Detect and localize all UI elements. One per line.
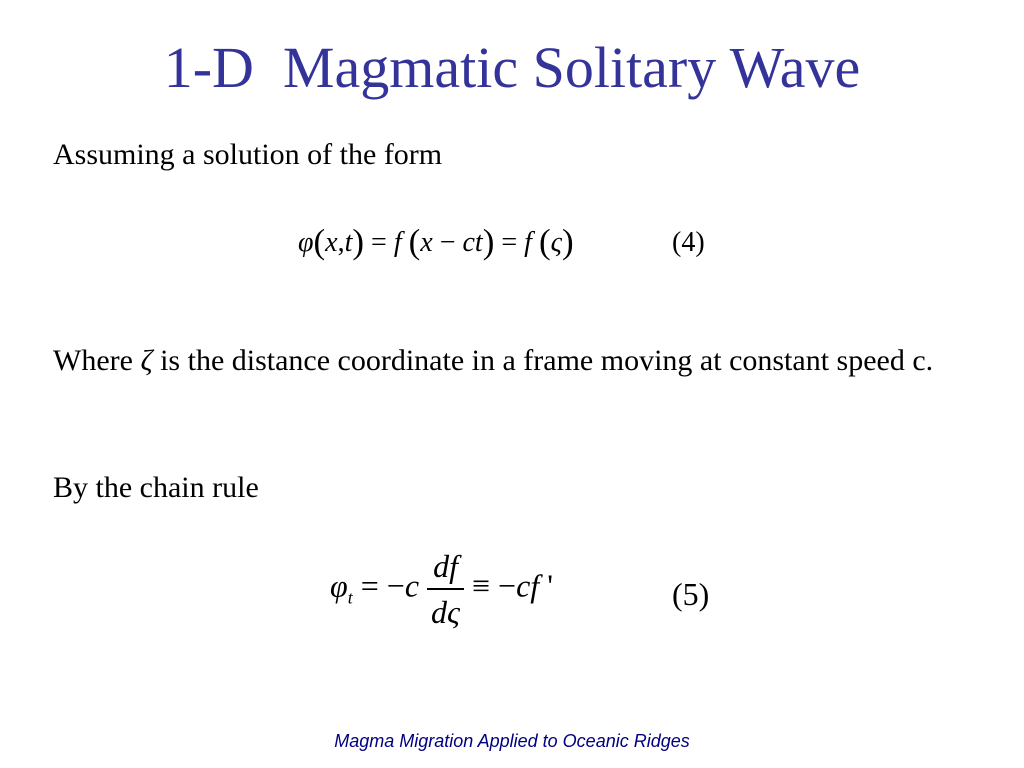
where-suffix: is the distance coordinate in a frame moving at constant speed c. xyxy=(160,344,934,377)
eq4-rparen: ) xyxy=(352,222,365,261)
eq5-c: c xyxy=(404,567,420,604)
eq5-equals-minus: = − xyxy=(352,567,405,604)
equation-4 xyxy=(298,222,574,263)
eq4-lparen-3: ( xyxy=(538,222,551,261)
eq4-phi: φ xyxy=(298,226,314,258)
intro-text: Assuming a solution of the form xyxy=(53,138,443,171)
eq4-rparen-2: ) xyxy=(482,222,495,261)
eq4-x: x xyxy=(325,226,338,258)
chain-rule-text: By the chain rule xyxy=(53,471,259,504)
eq4-ct: ct xyxy=(462,226,483,258)
zeta-symbol: ζ xyxy=(140,344,153,377)
eq4-x-2: x xyxy=(420,226,433,258)
eq5-equiv: ≡ − xyxy=(472,567,517,604)
equation-number-4: (4) xyxy=(672,227,705,258)
where-prefix: Where xyxy=(53,344,133,377)
eq4-f: f xyxy=(393,226,402,258)
eq4-equals-2: = xyxy=(494,226,525,258)
equation-number-5: (5) xyxy=(672,576,710,612)
eq4-lparen: ( xyxy=(313,222,326,261)
eq5-phi: φ xyxy=(330,567,348,604)
eq5-fraction xyxy=(427,544,464,634)
eq5-denominator: dς xyxy=(431,594,460,630)
slide-title: 1-D Magmatic Solitary Wave xyxy=(163,35,861,100)
eq4-f-2: f xyxy=(524,226,532,258)
eq4-t: t xyxy=(344,226,353,258)
eq4-zeta: ς xyxy=(550,226,562,258)
eq4-comma: , xyxy=(337,226,345,258)
eq5-numerator: df xyxy=(427,544,464,590)
eq5-cf: cf xyxy=(516,567,540,604)
eq5-prime: ' xyxy=(539,567,553,604)
eq4-rparen-3: ) xyxy=(561,222,574,261)
eq4-minus: − xyxy=(432,226,463,258)
slide-footer: Magma Migration Applied to Oceanic Ridges xyxy=(334,731,690,751)
eq4-equals: = xyxy=(364,226,394,258)
eq5-subscript: t xyxy=(347,587,353,608)
eq4-lparen-2: ( xyxy=(408,222,421,261)
where-text xyxy=(53,340,953,382)
equation-5 xyxy=(330,544,553,634)
